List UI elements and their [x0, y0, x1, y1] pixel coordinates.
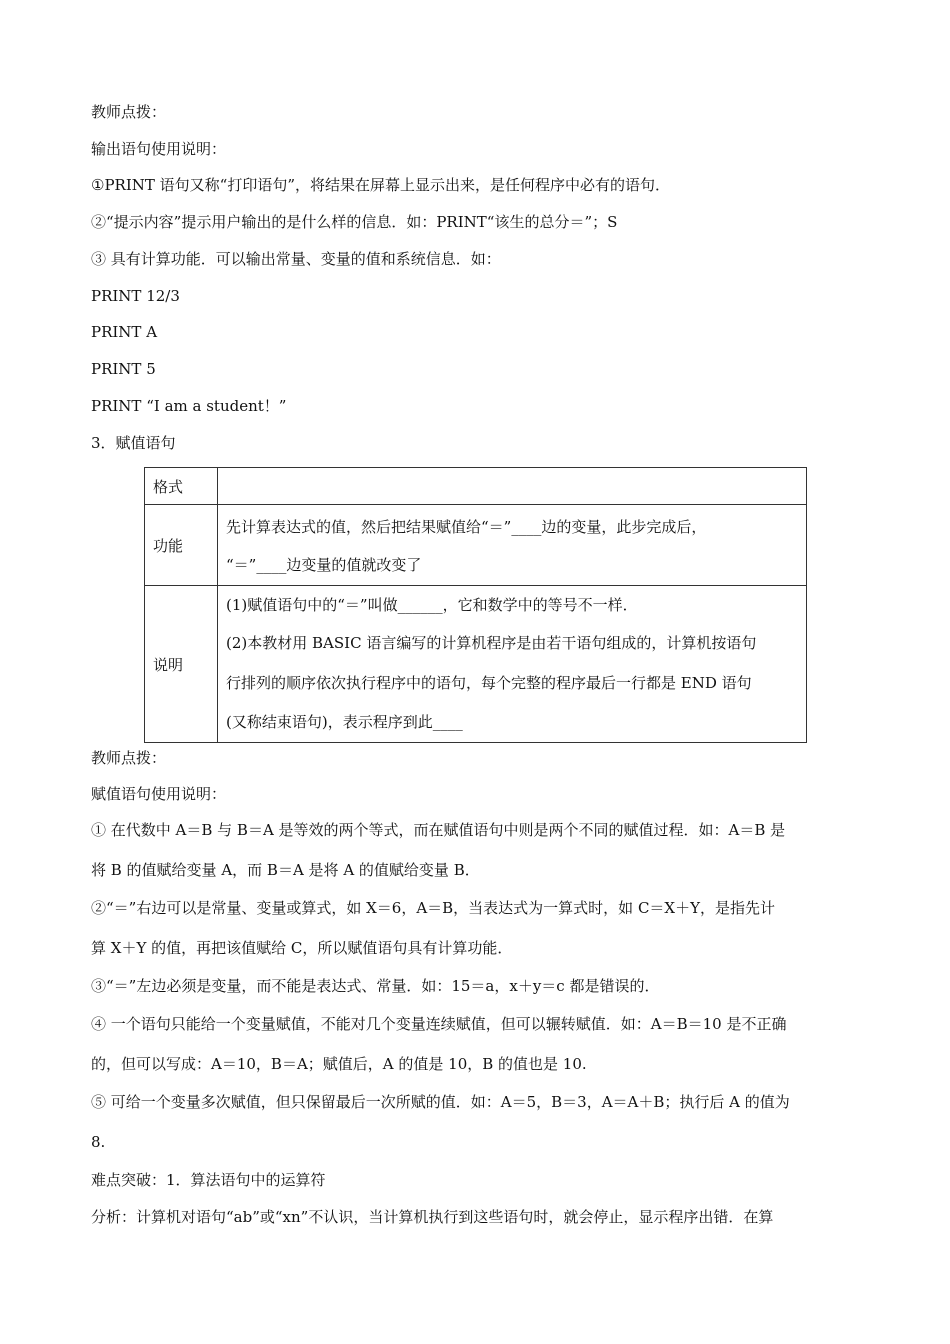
assignment-statement-table — [144, 467, 807, 743]
code-example: PRINT A — [91, 323, 158, 341]
row-label-function: 功能 — [145, 505, 218, 586]
description-line: 行排列的顺序依次执行程序中的语句，每个完整的程序最后一行都是 END 语句 — [226, 674, 752, 692]
row-label-format: 格式 — [145, 468, 218, 505]
usage-line: ②“＝”右边可以是常量、变量或算式，如 X＝6，A＝B，当表达式为一算式时，如 C＝X＋Y，是指先计 — [91, 899, 776, 917]
output-item-1: ①PRINT 语句又称“打印语句”，将结果在屏幕上显示出来，是任何程序中必有的语句． — [91, 176, 670, 194]
format-cell — [218, 468, 807, 505]
assignment-section-title: 3．赋值语句 — [91, 434, 176, 452]
description-cell — [218, 586, 807, 743]
description-line: (2)本教材用 BASIC 语言编写的计算机程序是由若干语句组成的，计算机按语句 — [226, 634, 757, 652]
assignment-usage-heading: 赋值语句使用说明： — [91, 785, 227, 803]
usage-line: 的，但可以写成：A＝10，B＝A；赋值后，A 的值是 10，B 的值也是 10. — [91, 1055, 587, 1073]
table-row — [145, 586, 807, 743]
analysis-line: 分析：计算机对语句“ab”或“xn”不认识，当计算机执行到这些语句时，就会停止，显示程序出错．在算 — [91, 1208, 774, 1226]
usage-line: 8. — [91, 1133, 106, 1151]
output-item-3: ③ 具有计算功能．可以输出常量、变量的值和系统信息．如： — [91, 250, 501, 268]
output-item-2: ②“提示内容”提示用户输出的是什么样的信息．如：PRINT“该生的总分＝”；S — [91, 213, 618, 231]
code-example: PRINT 5 — [91, 360, 156, 378]
output-usage-heading: 输出语句使用说明： — [91, 140, 227, 158]
usage-line: ③“＝”左边必须是变量，而不能是表达式、常量．如：15＝a，x＋y＝c 都是错误的． — [91, 977, 660, 995]
function-cell — [218, 505, 807, 586]
teacher-tip-heading: 教师点拨： — [91, 103, 167, 121]
description-line: (又称结束语句)，表示程序到此____ — [226, 713, 463, 731]
usage-line: 将 B 的值赋给变量 A，而 B＝A 是将 A 的值赋给变量 B． — [91, 861, 480, 879]
usage-line: ④ 一个语句只能给一个变量赋值，不能对几个变量连续赋值，但可以辗转赋值．如：A＝B＝10 是不正确 — [91, 1015, 787, 1033]
function-line: “＝”____边变量的值就改变了 — [226, 556, 422, 574]
difficulty-title: 难点突破：1．算法语句中的运算符 — [91, 1171, 326, 1189]
usage-line: 算 X＋Y 的值，再把该值赋给 C，所以赋值语句具有计算功能． — [91, 939, 513, 957]
usage-line: ⑤ 可给一个变量多次赋值，但只保留最后一次所赋的值．如：A＝5，B＝3，A＝A＋B；执行后 A 的值为 — [91, 1093, 790, 1111]
code-example: PRINT 12/3 — [91, 287, 180, 305]
description-line: (1)赋值语句中的“＝”叫做______，它和数学中的等号不一样． — [226, 596, 638, 614]
code-example: PRINT “I am a student！” — [91, 397, 287, 415]
teacher-tip-heading: 教师点拨： — [91, 749, 167, 767]
usage-line: ① 在代数中 A＝B 与 B＝A 是等效的两个等式，而在赋值语句中则是两个不同的赋值过程．如：A＝B 是 — [91, 821, 786, 839]
table-row — [145, 468, 807, 505]
row-label-description: 说明 — [145, 586, 218, 743]
table-row — [145, 505, 807, 586]
function-line: 先计算表达式的值，然后把结果赋值给“＝”____边的变量，此步完成后， — [226, 518, 707, 536]
